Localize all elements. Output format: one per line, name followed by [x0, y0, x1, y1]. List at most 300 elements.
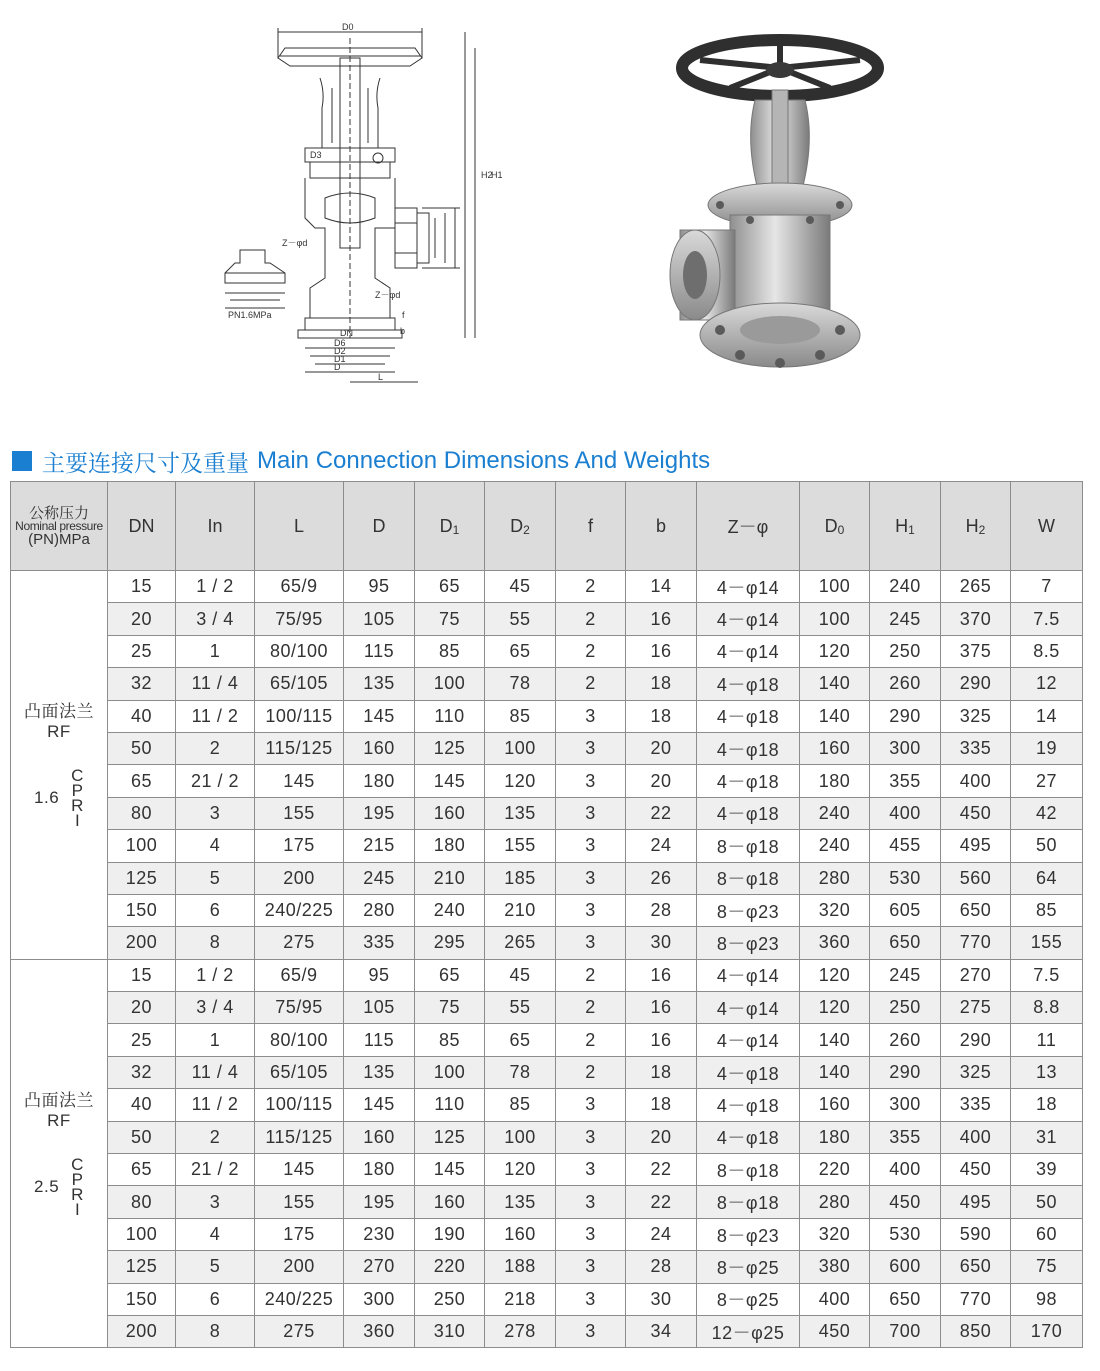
group-label-rf: RF: [47, 1110, 71, 1130]
table-cell: 185: [485, 862, 556, 894]
group-pn-value: 2.5: [34, 1176, 60, 1196]
table-row: [11, 603, 1083, 635]
table-cell: 160: [415, 1186, 485, 1218]
table-cell: 2: [556, 1024, 626, 1056]
table-row: [11, 862, 1083, 894]
drawing-label-z-mid: Z－φd: [375, 290, 401, 300]
table-row: [11, 797, 1083, 829]
table-cell: 310: [415, 1315, 485, 1347]
table-header-row: [11, 482, 1083, 571]
table-cell: 85: [1011, 894, 1083, 926]
table-cell: 65: [415, 571, 485, 603]
group-cpri-letter: R: [71, 1184, 84, 1204]
table-cell: 125: [415, 732, 485, 764]
table-row: [11, 1154, 1083, 1186]
table-cell: 290: [941, 1024, 1011, 1056]
section-title-en: Main Connection Dimensions And Weights: [257, 447, 711, 474]
table-cell: 3: [176, 797, 255, 829]
table-cell: 3: [556, 830, 626, 862]
table-cell: 175: [255, 830, 344, 862]
drawing-label-dn: DN: [340, 328, 353, 338]
table-cell: 455: [870, 830, 941, 862]
table-cell: 450: [941, 797, 1011, 829]
table-cell: 28: [626, 894, 697, 926]
table-cell: 75: [1011, 1251, 1083, 1283]
table-row: [11, 1024, 1083, 1056]
table-cell: 3 / 4: [176, 992, 255, 1024]
table-cell: 50: [1011, 1186, 1083, 1218]
table-cell: 140: [800, 668, 870, 700]
table-cell: 1 / 2: [176, 571, 255, 603]
header-b: b: [626, 482, 697, 571]
table-cell: 320: [800, 1218, 870, 1250]
table-cell: 6: [176, 894, 255, 926]
table-cell: 700: [870, 1315, 941, 1347]
table-cell: 100: [800, 603, 870, 635]
drawing-label-d0: D0: [342, 22, 354, 32]
table-cell: 100: [485, 732, 556, 764]
table-cell: 64: [1011, 862, 1083, 894]
table-cell: 280: [800, 1186, 870, 1218]
table-cell: 450: [870, 1186, 941, 1218]
table-cell: 188: [485, 1251, 556, 1283]
table-cell: 160: [344, 1121, 415, 1153]
table-cell: 215: [344, 830, 415, 862]
table-cell: 240: [800, 797, 870, 829]
table-row: [11, 1218, 1083, 1250]
table-cell: 4－φ14: [697, 571, 800, 603]
table-cell: 16: [626, 635, 697, 667]
table-cell: 85: [485, 1089, 556, 1121]
table-row: [11, 571, 1083, 603]
header-d1-sub: 1: [452, 522, 460, 537]
table-cell: 2: [556, 992, 626, 1024]
table-cell: 220: [415, 1251, 485, 1283]
header-dn: DN: [108, 482, 176, 571]
table-cell: 335: [941, 732, 1011, 764]
table-cell: 65: [108, 765, 176, 797]
valve-technical-drawing: [210, 18, 510, 390]
header-pn-unit: (PN)MPa: [28, 530, 90, 548]
table-cell: 220: [800, 1154, 870, 1186]
drawing-label-f: f: [402, 310, 405, 320]
table-cell: 65: [485, 1024, 556, 1056]
table-cell: 15: [108, 959, 176, 991]
table-cell: 55: [485, 992, 556, 1024]
group-cpri-letter: C: [71, 765, 84, 785]
table-cell: 275: [255, 1315, 344, 1347]
table-cell: 100: [415, 668, 485, 700]
header-d0-main: D: [824, 515, 838, 536]
table-cell: 32: [108, 1056, 176, 1088]
table-cell: 8.5: [1011, 635, 1083, 667]
section-title-zh: 主要连接尺寸及重量: [42, 450, 249, 477]
table-cell: 24: [626, 830, 697, 862]
table-cell: 770: [941, 1283, 1011, 1315]
table-cell: 8－φ18: [697, 1154, 800, 1186]
table-cell: 4－φ14: [697, 992, 800, 1024]
table-cell: 75/95: [255, 992, 344, 1024]
table-cell: 160: [485, 1218, 556, 1250]
table-cell: 600: [870, 1251, 941, 1283]
table-cell: 270: [941, 959, 1011, 991]
table-cell: 380: [800, 1251, 870, 1283]
header-d0-sub: 0: [837, 522, 845, 537]
table-cell: 250: [415, 1283, 485, 1315]
table-cell: 75: [415, 603, 485, 635]
table-cell: 65/105: [255, 668, 344, 700]
table-cell: 265: [941, 571, 1011, 603]
table-cell: 3: [556, 1154, 626, 1186]
table-row: [11, 668, 1083, 700]
pressure-group-cell: [11, 571, 108, 960]
table-cell: 125: [108, 1251, 176, 1283]
table-cell: 160: [800, 1089, 870, 1121]
table-cell: 2: [176, 732, 255, 764]
table-cell: 50: [108, 1121, 176, 1153]
table-cell: 12－φ25: [697, 1315, 800, 1347]
table-cell: 8－φ25: [697, 1251, 800, 1283]
table-cell: 605: [870, 894, 941, 926]
table-cell: 135: [485, 1186, 556, 1218]
group-cpri-letter: C: [71, 1154, 84, 1174]
table-cell: 120: [485, 765, 556, 797]
header-d2: [485, 482, 556, 571]
table-cell: 4－φ18: [697, 1056, 800, 1088]
table-cell: 14: [1011, 700, 1083, 732]
table-cell: 590: [941, 1218, 1011, 1250]
group-label-zh: 凸面法兰: [24, 701, 94, 722]
table-cell: 3: [556, 1089, 626, 1121]
table-cell: 1 / 2: [176, 959, 255, 991]
table-cell: 24: [626, 1218, 697, 1250]
table-cell: 115/125: [255, 1121, 344, 1153]
header-h1-sub: 1: [908, 522, 915, 537]
table-cell: 2: [556, 635, 626, 667]
table-cell: 4－φ14: [697, 1024, 800, 1056]
table-cell: 4－φ18: [697, 732, 800, 764]
table-cell: 20: [626, 732, 697, 764]
header-pn-en: Nominal pressure: [15, 518, 103, 533]
table-cell: 230: [344, 1218, 415, 1250]
table-cell: 65: [108, 1154, 176, 1186]
table-cell: 26: [626, 862, 697, 894]
table-cell: 45: [485, 571, 556, 603]
table-cell: 400: [941, 1121, 1011, 1153]
table-row: [11, 1186, 1083, 1218]
table-cell: 80/100: [255, 1024, 344, 1056]
table-cell: 100/115: [255, 1089, 344, 1121]
table-cell: 240: [415, 894, 485, 926]
table-cell: 100: [108, 1218, 176, 1250]
table-cell: 3: [556, 1283, 626, 1315]
table-cell: 98: [1011, 1283, 1083, 1315]
table-cell: 4－φ14: [697, 959, 800, 991]
table-cell: 3: [176, 1186, 255, 1218]
table-row: [11, 1251, 1083, 1283]
table-cell: 530: [870, 1218, 941, 1250]
table-row: [11, 830, 1083, 862]
table-cell: 180: [800, 1121, 870, 1153]
table-cell: 400: [941, 765, 1011, 797]
table-cell: 11 / 2: [176, 700, 255, 732]
table-cell: 265: [485, 927, 556, 959]
table-cell: 85: [485, 700, 556, 732]
table-cell: 1: [176, 1024, 255, 1056]
table-cell: 2: [556, 603, 626, 635]
table-cell: 245: [870, 603, 941, 635]
table-cell: 100: [108, 830, 176, 862]
header-h2: [941, 482, 1011, 571]
table-cell: 195: [344, 797, 415, 829]
header-l: L: [255, 482, 344, 571]
table-cell: 40: [108, 1089, 176, 1121]
header-d1: [415, 482, 485, 571]
table-cell: 120: [800, 959, 870, 991]
table-cell: 200: [255, 1251, 344, 1283]
table-row: [11, 1121, 1083, 1153]
table-cell: 360: [344, 1315, 415, 1347]
table-cell: 160: [415, 797, 485, 829]
table-cell: 8: [176, 1315, 255, 1347]
table-cell: 180: [800, 765, 870, 797]
table-cell: 650: [870, 1283, 941, 1315]
table-row: [11, 765, 1083, 797]
table-cell: 80: [108, 1186, 176, 1218]
table-cell: 140: [800, 1024, 870, 1056]
table-cell: 42: [1011, 797, 1083, 829]
table-cell: 11 / 4: [176, 668, 255, 700]
table-cell: 3: [556, 1315, 626, 1347]
table-cell: 16: [626, 1024, 697, 1056]
table-cell: 4－φ18: [697, 1121, 800, 1153]
table-cell: 65/9: [255, 571, 344, 603]
table-cell: 16: [626, 992, 697, 1024]
table-cell: 275: [255, 927, 344, 959]
table-cell: 14: [626, 571, 697, 603]
table-cell: 16: [626, 959, 697, 991]
table-cell: 155: [1011, 927, 1083, 959]
table-cell: 375: [941, 635, 1011, 667]
table-cell: 240: [870, 571, 941, 603]
table-cell: 190: [415, 1218, 485, 1250]
table-cell: 25: [108, 635, 176, 667]
table-cell: 125: [415, 1121, 485, 1153]
header-f: f: [556, 482, 626, 571]
table-cell: 110: [415, 700, 485, 732]
table-cell: 370: [941, 603, 1011, 635]
table-cell: 210: [415, 862, 485, 894]
table-cell: 180: [415, 830, 485, 862]
table-row: [11, 1056, 1083, 1088]
table-row: [11, 1283, 1083, 1315]
table-cell: 275: [941, 992, 1011, 1024]
table-cell: 78: [485, 1056, 556, 1088]
table-cell: 65/9: [255, 959, 344, 991]
table-cell: 8－φ23: [697, 927, 800, 959]
table-cell: 115: [344, 635, 415, 667]
table-cell: 18: [626, 668, 697, 700]
table-row: [11, 1089, 1083, 1121]
table-cell: 4－φ14: [697, 635, 800, 667]
pressure-group-cell: [11, 959, 108, 1348]
table-cell: 4－φ18: [697, 700, 800, 732]
table-cell: 160: [800, 732, 870, 764]
table-cell: 3: [556, 1251, 626, 1283]
table-cell: 65/105: [255, 1056, 344, 1088]
header-h2-main: H: [965, 515, 979, 536]
table-cell: 260: [870, 1024, 941, 1056]
table-cell: 245: [344, 862, 415, 894]
valve-product-photo: [660, 30, 910, 380]
table-row: [11, 927, 1083, 959]
table-cell: 8－φ23: [697, 1218, 800, 1250]
group-pn-value: 1.6: [34, 787, 60, 807]
table-cell: 27: [1011, 765, 1083, 797]
table-cell: 240/225: [255, 894, 344, 926]
table-cell: 5: [176, 1251, 255, 1283]
drawing-label-d6: D6: [334, 338, 346, 348]
table-cell: 12: [1011, 668, 1083, 700]
table-row: [11, 894, 1083, 926]
table-cell: 13: [1011, 1056, 1083, 1088]
table-row: [11, 992, 1083, 1024]
heading-square-icon: [12, 451, 32, 471]
table-cell: 65: [415, 959, 485, 991]
table-cell: 495: [941, 830, 1011, 862]
table-cell: 5: [176, 862, 255, 894]
table-cell: 8－φ25: [697, 1283, 800, 1315]
table-cell: 75/95: [255, 603, 344, 635]
table-cell: 8－φ18: [697, 862, 800, 894]
table-cell: 300: [870, 1089, 941, 1121]
group-cpri-letter: P: [71, 780, 84, 800]
table-cell: 450: [941, 1154, 1011, 1186]
table-cell: 240/225: [255, 1283, 344, 1315]
table-cell: 20: [108, 992, 176, 1024]
drawing-label-h2: H2: [481, 170, 493, 180]
header-d0: [800, 482, 870, 571]
group-cpri-letter: I: [74, 1199, 81, 1219]
table-cell: 21 / 2: [176, 765, 255, 797]
table-cell: 25: [108, 1024, 176, 1056]
table-cell: 200: [108, 927, 176, 959]
table-cell: 355: [870, 1121, 941, 1153]
table-cell: 290: [870, 700, 941, 732]
table-cell: 770: [941, 927, 1011, 959]
table-cell: 300: [870, 732, 941, 764]
table-cell: 650: [941, 1251, 1011, 1283]
table-cell: 290: [870, 1056, 941, 1088]
table-cell: 1: [176, 635, 255, 667]
table-cell: 175: [255, 1218, 344, 1250]
table-cell: 195: [344, 1186, 415, 1218]
table-cell: 335: [344, 927, 415, 959]
table-cell: 8: [176, 927, 255, 959]
table-cell: 140: [800, 700, 870, 732]
table-cell: 100: [800, 571, 870, 603]
table-cell: 325: [941, 700, 1011, 732]
table-cell: 850: [941, 1315, 1011, 1347]
table-cell: 150: [108, 1283, 176, 1315]
group-cpri-letter: P: [71, 1169, 84, 1189]
table-cell: 15: [108, 571, 176, 603]
table-cell: 3: [556, 1186, 626, 1218]
drawing-label-h1: H1: [491, 170, 503, 180]
table-cell: 4－φ18: [697, 1089, 800, 1121]
table-cell: 7.5: [1011, 959, 1083, 991]
table-cell: 160: [344, 732, 415, 764]
table-cell: 60: [1011, 1218, 1083, 1250]
header-h2-sub: 2: [978, 522, 986, 537]
table-cell: 100/115: [255, 700, 344, 732]
table-cell: 8－φ23: [697, 894, 800, 926]
section-heading: [12, 446, 710, 476]
table-cell: 355: [870, 765, 941, 797]
table-cell: 3: [556, 765, 626, 797]
table-cell: 50: [1011, 830, 1083, 862]
table-cell: 2: [556, 1056, 626, 1088]
table-cell: 45: [485, 959, 556, 991]
table-row: [11, 1315, 1083, 1347]
table-cell: 18: [1011, 1089, 1083, 1121]
table-cell: 155: [255, 1186, 344, 1218]
table-cell: 95: [344, 959, 415, 991]
table-cell: 105: [344, 992, 415, 1024]
table-cell: 55: [485, 603, 556, 635]
table-cell: 290: [941, 668, 1011, 700]
drawing-label-pn-note: PN1.6MPa: [228, 310, 272, 320]
table-cell: 3 / 4: [176, 603, 255, 635]
table-cell: 7: [1011, 571, 1083, 603]
table-cell: 320: [800, 894, 870, 926]
table-cell: 125: [108, 862, 176, 894]
table-cell: 18: [626, 1089, 697, 1121]
table-cell: 295: [415, 927, 485, 959]
group-cpri-letter: I: [74, 810, 81, 830]
table-cell: 150: [108, 894, 176, 926]
table-cell: 30: [626, 927, 697, 959]
header-d: D: [344, 482, 415, 571]
table-cell: 180: [344, 765, 415, 797]
header-z: Z－φ: [697, 482, 800, 571]
table-cell: 85: [415, 1024, 485, 1056]
table-cell: 155: [485, 830, 556, 862]
drawing-label-d1: D1: [334, 354, 346, 364]
table-cell: 2: [556, 959, 626, 991]
table-cell: 115/125: [255, 732, 344, 764]
table-cell: 280: [800, 862, 870, 894]
table-cell: 18: [626, 1056, 697, 1088]
table-row: [11, 732, 1083, 764]
table-cell: 20: [626, 765, 697, 797]
table-cell: 135: [344, 668, 415, 700]
table-cell: 85: [415, 635, 485, 667]
table-cell: 278: [485, 1315, 556, 1347]
table-cell: 270: [344, 1251, 415, 1283]
table-cell: 78: [485, 668, 556, 700]
table-cell: 3: [556, 797, 626, 829]
table-cell: 120: [800, 635, 870, 667]
table-cell: 120: [800, 992, 870, 1024]
table-cell: 170: [1011, 1315, 1083, 1347]
table-cell: 155: [255, 797, 344, 829]
table-cell: 135: [344, 1056, 415, 1088]
table-cell: 3: [556, 732, 626, 764]
table-cell: 4－φ18: [697, 765, 800, 797]
table-cell: 2: [556, 571, 626, 603]
table-cell: 400: [870, 797, 941, 829]
